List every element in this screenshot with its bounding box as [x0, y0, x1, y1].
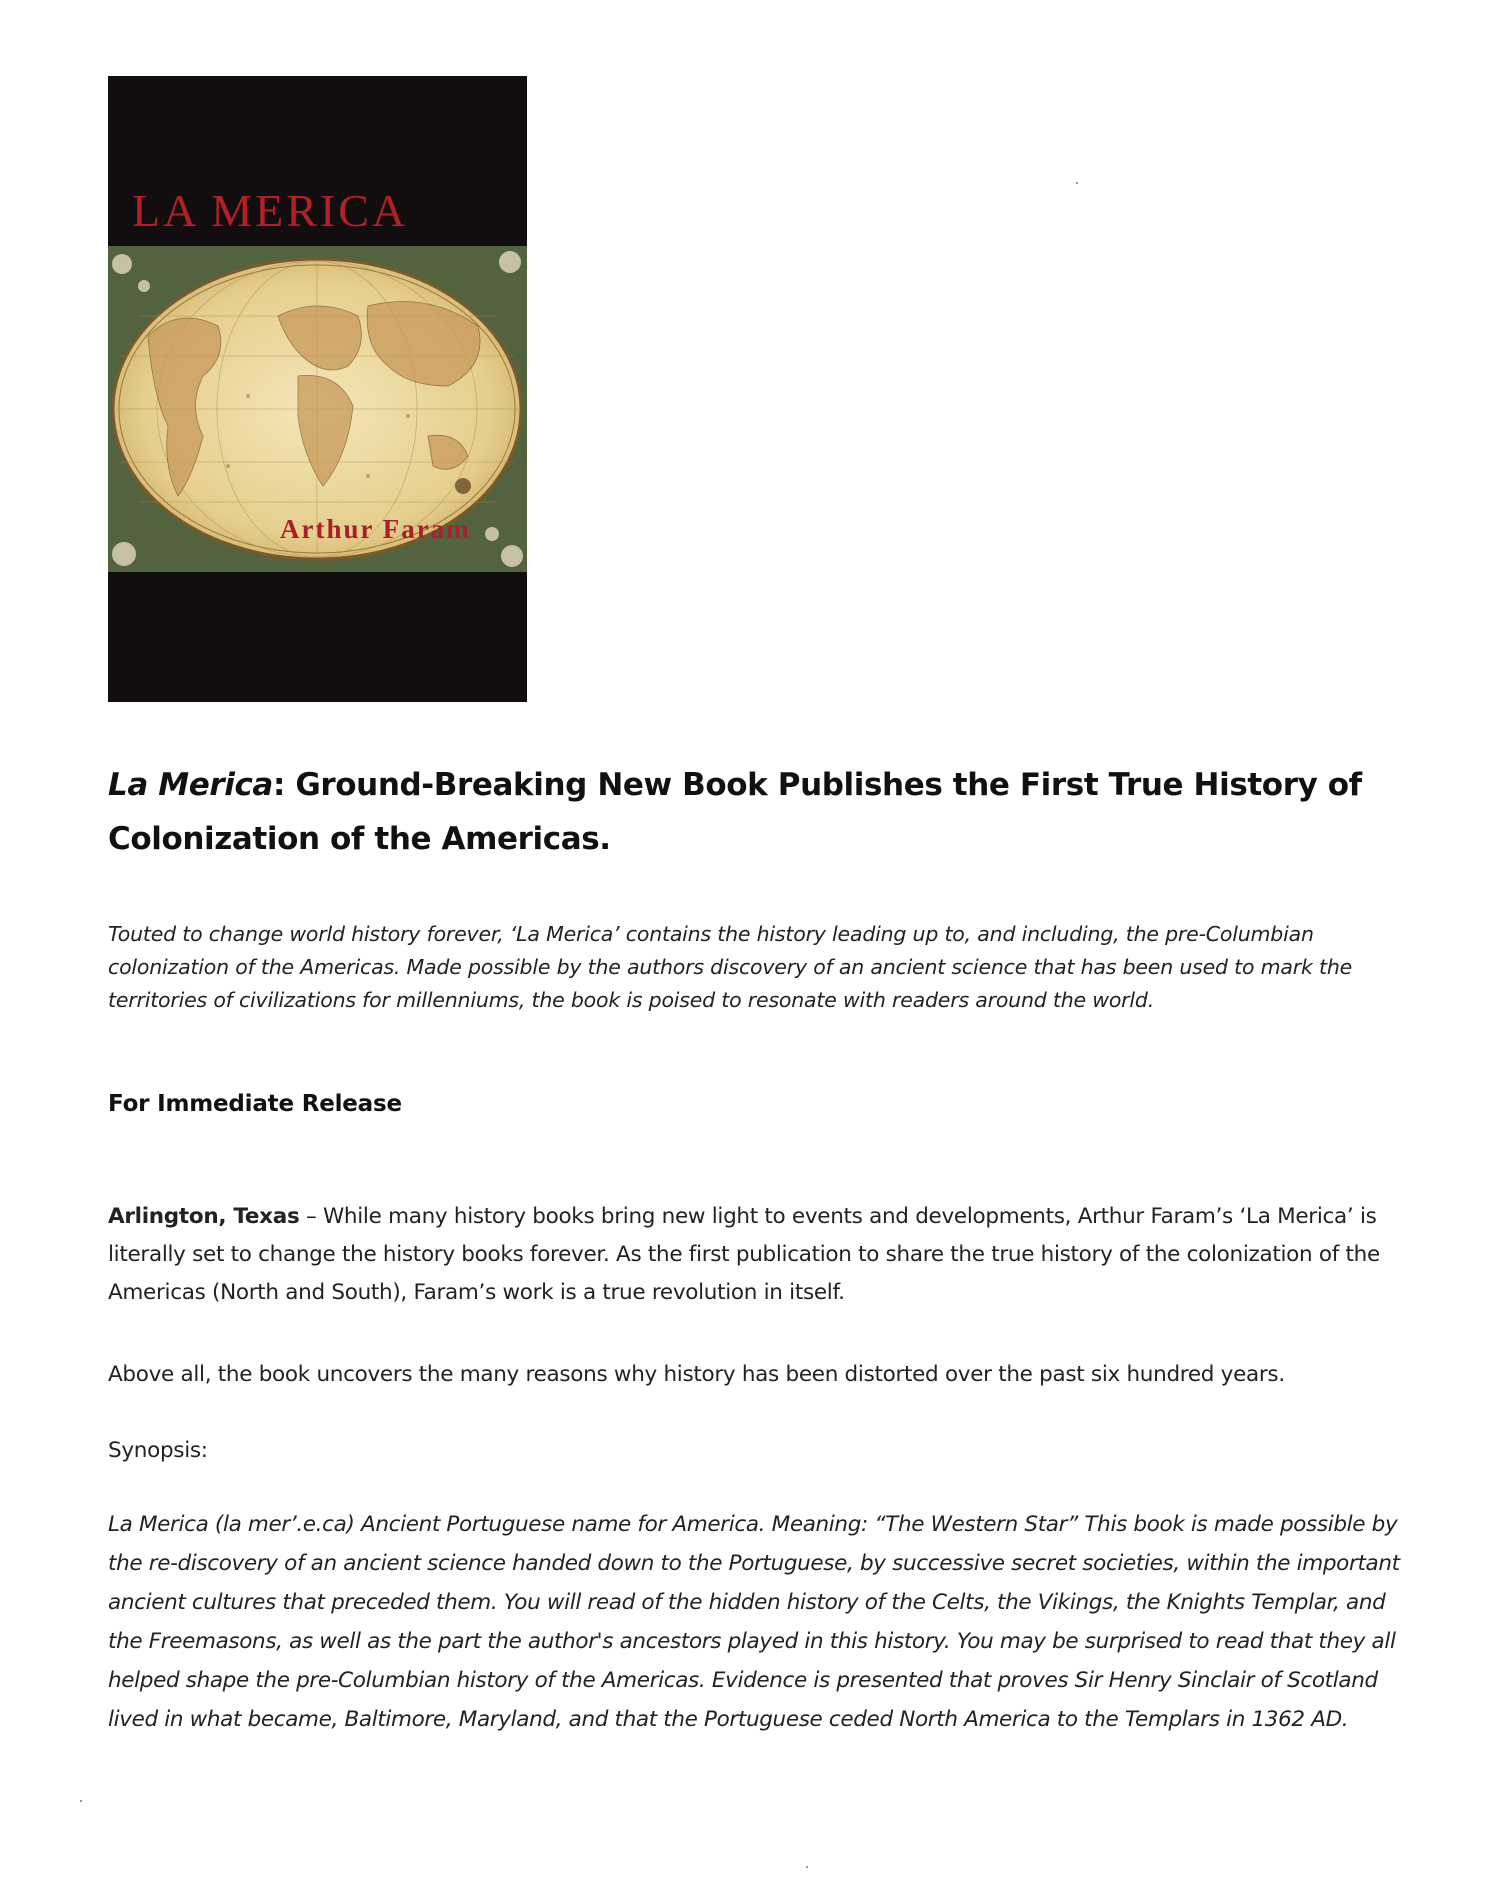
headline-text: : Ground-Breaking New Book Publishes the First True History of Colonization of the Americas. — [108, 767, 1362, 857]
book-cover — [108, 76, 527, 702]
headline-book-title: La Merica — [108, 767, 273, 803]
release-label: For Immediate Release — [108, 1091, 402, 1117]
body-paragraph-1 — [108, 1198, 1408, 1312]
scan-speck — [80, 1800, 82, 1802]
dateline: Arlington, Texas — [108, 1204, 300, 1229]
paragraph-1-text: – While many history books bring new light to events and developments, Arthur Faram’s ‘La Merica’ is literally set to change the history books forever. As the first publication to share the true history of the colonization of the Americas (North and South), Faram’s work is a true revolution in itself. — [108, 1204, 1380, 1305]
body-paragraph-2: Above all, the book uncovers the many reasons why history has been distorted over the past six hundred years. — [108, 1362, 1285, 1387]
synopsis-label: Synopsis: — [108, 1438, 208, 1463]
synopsis-paragraph: La Merica (la mer’.e.ca) Ancient Portuguese name for America. Meaning: “The Western Star” This book is made possible by the re-discovery of an ancient science handed down to the Portuguese, by successive secret societies, within the important ancient cultures that preceded them. You will read of the hidden history of the Celts, the Vikings, the Knights Templar, and the Freemasons, as well as the part the author's ancestors played in this history. You may be surprised to read that they all helped shape the pre-Columbian history of the Americas. Evidence is presented that proves Sir Henry Sinclair of Scotland lived in what became, Baltimore, Maryland, and that the Portuguese ceded North America to the Templars in 1362 AD. — [108, 1512, 1400, 1732]
cover-title: LA MERICA — [132, 185, 409, 236]
scan-speck — [1076, 182, 1078, 184]
cover-author: Arthur Faram — [280, 514, 471, 544]
scan-speck — [806, 1866, 808, 1868]
headline — [108, 758, 1398, 866]
teaser-paragraph: Touted to change world history forever, ‘La Merica’ contains the history leading up to, and including, the pre-Columbian colonization of the Americas. Made possible by the authors discovery of an ancient science that has been used to mark the territories of civilizations for millenniums, the book is poised to resonate with readers around the world. — [108, 922, 1353, 1012]
